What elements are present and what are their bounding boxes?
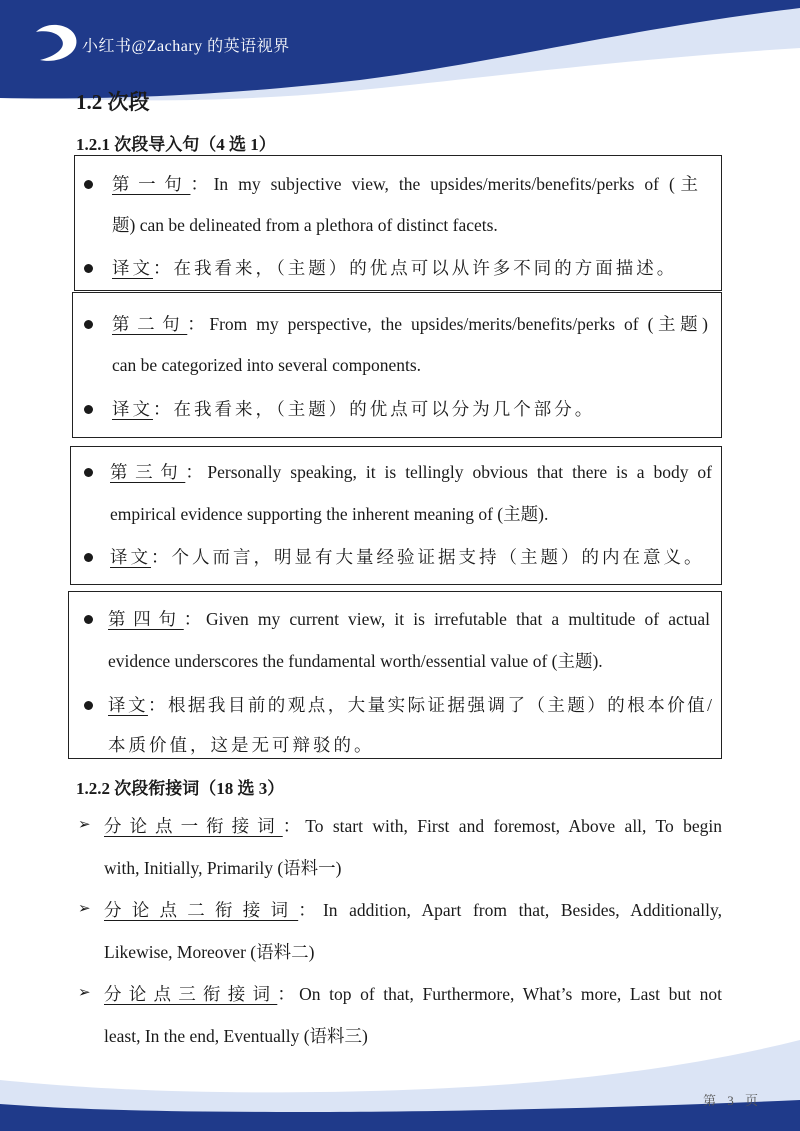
bullet-icon <box>84 180 93 189</box>
sentence-line-2b: can be categorized into several components. <box>112 355 422 375</box>
translation-4a: 译文：根据我目前的观点，大量实际证据强调了（主题）的根本价值/ <box>108 695 713 715</box>
page-number: 第 3 页 <box>702 1093 762 1108</box>
bullet-icon <box>84 320 93 329</box>
bullet-icon <box>84 468 93 477</box>
sentence-line-4a: 第四句：Given my current view, it is irrefutable that a multitude of actual <box>108 609 710 629</box>
bullet-icon <box>84 553 93 562</box>
connector-line-1a: 分论点一衔接词：To start with, First and foremost, Above all, To begin <box>104 816 723 836</box>
sentence-line-1b: 题) can be delineated from a plethora of distinct facets. <box>112 215 498 235</box>
sentence-line-3b: empirical evidence supporting the inherent meaning of (主题). <box>110 504 549 524</box>
subsection-title-1: 1.2.1 次段导入句（4 选 1） <box>76 135 276 154</box>
translation-4b: 本质价值，这是无可辩驳的。 <box>108 735 375 755</box>
brand-title: 小红书@Zachary 的英语视界 <box>82 38 290 55</box>
sentence-line-4b: evidence underscores the fundamental worth/essential value of (主题). <box>108 651 603 671</box>
subsection-title-2: 1.2.2 次段衔接词（18 选 3） <box>76 779 285 798</box>
bullet-icon <box>84 701 93 710</box>
arrow-bullet-icon: ➢ <box>78 985 91 1001</box>
sentence-line-2a: 第二句：From my perspective, the upsides/merits/benefits/perks of (主题) <box>112 314 709 334</box>
translation-2: 译文：在我看来，（主题）的优点可以分为几个部分。 <box>112 399 596 419</box>
connector-line-3a: 分论点三衔接词：On top of that, Furthermore, What’s more, Last but not <box>104 984 723 1004</box>
section-title: 1.2 次段 <box>76 90 150 114</box>
connector-line-3b: least, In the end, Eventually (语料三) <box>104 1026 368 1046</box>
bullet-icon <box>84 264 93 273</box>
bullet-icon <box>84 405 93 414</box>
translation-3: 译文：个人而言，明显有大量经验证据支持（主题）的内在意义。 <box>110 547 705 567</box>
arrow-bullet-icon: ➢ <box>78 901 91 917</box>
connector-line-1b: with, Initially, Primarily (语料一) <box>104 858 342 878</box>
arrow-bullet-icon: ➢ <box>78 817 91 833</box>
connector-line-2a: 分论点二衔接词：In addition, Apart from that, Besides, Additionally, <box>104 900 723 920</box>
sentence-line-1a: 第一句：In my subjective view, the upsides/merits/benefits/perks of (主 <box>112 174 699 194</box>
connector-line-2b: Likewise, Moreover (语料二) <box>104 942 315 962</box>
bullet-icon <box>84 615 93 624</box>
sentence-line-3a: 第三句：Personally speaking, it is tellingly obvious that there is a body of <box>110 462 713 482</box>
translation-1: 译文：在我看来，（主题）的优点可以从许多不同的方面描述。 <box>112 258 678 278</box>
